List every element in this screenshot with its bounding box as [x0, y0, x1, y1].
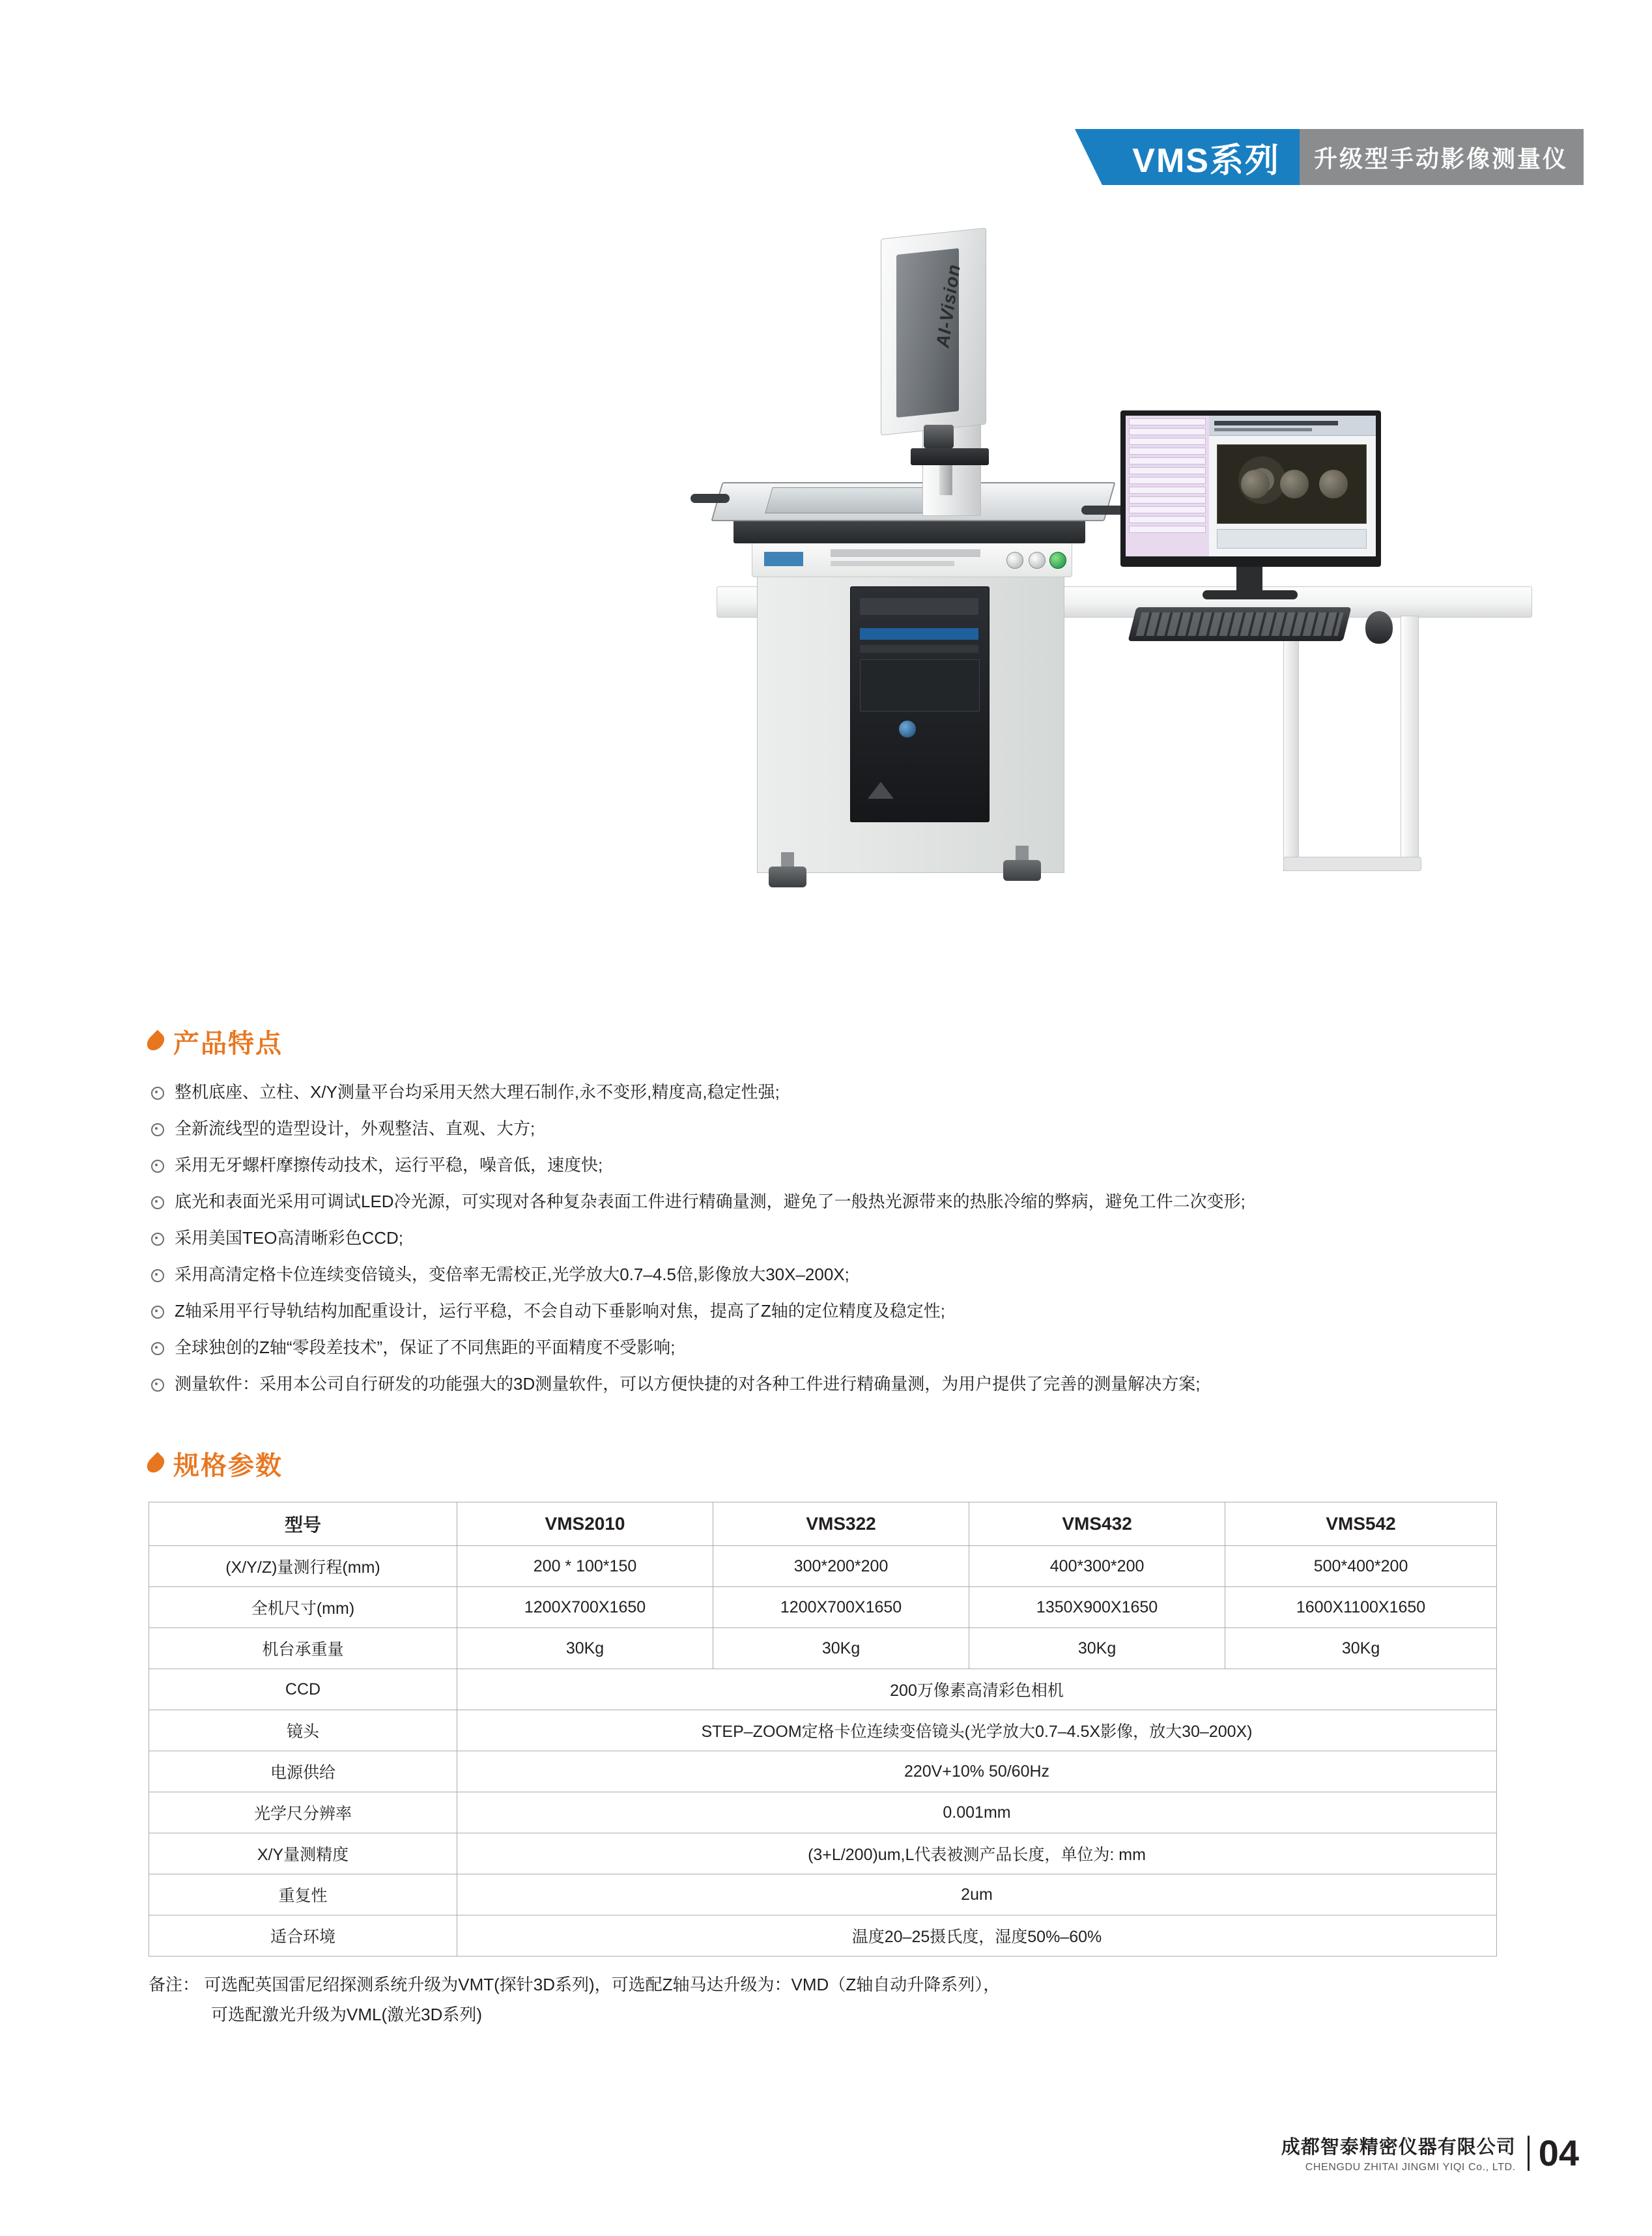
bullet-icon [151, 1342, 164, 1355]
specs-heading-text: 规格参数 [173, 1452, 283, 1480]
table-row [149, 1874, 1497, 1915]
features-heading-text: 产品特点 [173, 1029, 283, 1058]
cell: 30Kg [969, 1628, 1225, 1669]
header-subtitle: 升级型手动影像测量仪 [1300, 129, 1584, 185]
control-panel [752, 541, 1072, 577]
spec-note [149, 1970, 1497, 2029]
cell: 1350X900X1650 [969, 1587, 1225, 1628]
monitor-stand [1203, 590, 1298, 599]
bullet-icon [151, 1087, 164, 1100]
bullet-icon [151, 1123, 164, 1136]
list-item-text: 全球独创的Z轴“零段差技术”，保证了不同焦距的平面精度不受影响; [175, 1338, 676, 1357]
col-header-vms432: VMS432 [969, 1502, 1225, 1546]
panel-brand-logo [764, 552, 803, 566]
col-header-vms542: VMS542 [1225, 1502, 1497, 1546]
software-main-panel [1209, 416, 1376, 556]
list-item [149, 1259, 1246, 1289]
desk-leg-outer [1401, 616, 1419, 871]
product-photo [352, 195, 1309, 964]
table-row [149, 1546, 1497, 1587]
power-button-icon [899, 721, 916, 738]
list-item [149, 1223, 1246, 1253]
list-item [149, 1332, 1246, 1362]
list-item-text: 全新流线型的造型设计，外观整洁、直观、大方; [175, 1119, 535, 1138]
company-block [1281, 2132, 1528, 2173]
cell-merged: 2um [457, 1874, 1497, 1915]
software-status-bar [1217, 529, 1367, 549]
specs-section [149, 1445, 1497, 2029]
company-name-en: CHENGDU ZHITAI JINGMI YIQI Co., LTD. [1305, 2162, 1516, 2173]
company-name-cn: 成都智泰精密仪器有限公司 [1281, 2137, 1516, 2158]
cell: 500*400*200 [1225, 1546, 1497, 1587]
cell-merged: 200万像素高清彩色相机 [457, 1669, 1497, 1710]
footer-divider [1528, 2136, 1530, 2171]
list-item-text: 测量软件：采用本公司自行研发的功能强大的3D测量软件，可以方便快捷的对各种工件进行精确量测，为用户提供了完善的测量解决方案; [175, 1374, 1201, 1394]
table-row [149, 1915, 1497, 1956]
panel-print-strip [831, 549, 980, 557]
row-label: 全机尺寸(mm) [149, 1587, 457, 1628]
list-item [149, 1186, 1246, 1216]
col-header-vms322: VMS322 [713, 1502, 969, 1546]
software-side-panel [1126, 416, 1210, 556]
list-item-text: 底光和表面光采用可调试LED冷光源，可实现对各种复杂表面工件进行精确量测，避免了一般热光源带来的热胀冷缩的弊病，避免工件二次变形; [175, 1192, 1246, 1211]
row-label: 适合环境 [149, 1915, 457, 1956]
list-item-text: Z轴采用平行导轨结构加配重设计，运行平稳，不会自动下垂影响对焦，提高了Z轴的定位精度及稳定性; [175, 1301, 945, 1321]
features-list [149, 1077, 1246, 1399]
header-banner [1102, 129, 1584, 185]
row-label: 光学尺分辨率 [149, 1792, 457, 1833]
series-title: VMS系列 [1102, 129, 1300, 185]
leveling-foot [1003, 860, 1041, 881]
zoom-lens [924, 425, 954, 448]
specs-heading [149, 1445, 1497, 1482]
cell: 300*200*200 [713, 1546, 969, 1587]
table-row [149, 1628, 1497, 1669]
bullet-icon [151, 1160, 164, 1173]
cell-merged: STEP–ZOOM定格卡位连续变倍镜头(光学放大0.7–4.5X影像，放大30–200X) [457, 1710, 1497, 1751]
row-label: 重复性 [149, 1874, 457, 1915]
cell: 30Kg [713, 1628, 969, 1669]
cell-merged: 0.001mm [457, 1792, 1497, 1833]
software-toolbar [1209, 416, 1376, 436]
spec-table [149, 1502, 1497, 1956]
cell-merged: 220V+10% 50/60Hz [457, 1751, 1497, 1792]
desk-foot-bar [1283, 857, 1421, 871]
spec-note-line-2: 可选配激光升级为VML(激光3D系列) [211, 2005, 483, 2024]
tower-blue-strip [860, 628, 978, 640]
panel-knob [1006, 552, 1023, 569]
cell: 30Kg [457, 1628, 713, 1669]
monitor-screen [1126, 416, 1376, 556]
stage-handle-left [691, 494, 730, 503]
table-row [149, 1669, 1497, 1710]
bullet-icon [151, 1196, 164, 1209]
list-item [149, 1077, 1246, 1107]
cell-merged: 温度20–25摄氏度，湿度50%–60% [457, 1915, 1497, 1956]
row-label: 电源供给 [149, 1751, 457, 1792]
list-item-text: 采用高清定格卡位连续变倍镜头，变倍率无需校正,光学放大0.7–4.5倍,影像放大30X–200X; [175, 1265, 849, 1284]
list-item [149, 1113, 1246, 1143]
bullet-icon [151, 1306, 164, 1319]
bullet-icon [151, 1233, 164, 1246]
features-section [149, 1023, 1246, 1405]
list-item-text: 整机底座、立柱、X/Y测量平台均采用天然大理石制作,永不变形,精度高,稳定性强; [175, 1082, 780, 1102]
table-row [149, 1833, 1497, 1874]
machine-brand-label: AI-Vision [932, 263, 964, 349]
row-label: 镜头 [149, 1710, 457, 1751]
row-label: (X/Y/Z)量测行程(mm) [149, 1546, 457, 1587]
table-header-row [149, 1502, 1497, 1546]
bullet-icon [151, 1269, 164, 1282]
list-item [149, 1369, 1246, 1399]
row-label: CCD [149, 1669, 457, 1710]
page-footer [1281, 2132, 1579, 2173]
bullet-icon [151, 1379, 164, 1392]
tower-panel [860, 645, 978, 653]
droplet-icon [144, 1452, 168, 1476]
mouse [1365, 611, 1393, 644]
table-row [149, 1710, 1497, 1751]
cell: 200 * 100*150 [457, 1546, 713, 1587]
col-header-vms2010: VMS2010 [457, 1502, 713, 1546]
list-item [149, 1296, 1246, 1326]
cell-merged: (3+L/200)um,L代表被测产品长度，单位为: mm [457, 1833, 1497, 1874]
cell: 400*300*200 [969, 1546, 1225, 1587]
z-axis-arm [911, 448, 989, 465]
table-row [149, 1587, 1497, 1628]
features-heading [149, 1023, 1246, 1060]
list-item-text: 采用美国TEO高清晰彩色CCD; [175, 1228, 404, 1248]
software-live-image [1217, 444, 1367, 524]
row-label: X/Y量测精度 [149, 1833, 457, 1874]
desk-leg-inner [1283, 616, 1299, 871]
panel-knob [1029, 552, 1046, 569]
leveling-foot [769, 867, 806, 887]
cell: 30Kg [1225, 1628, 1497, 1669]
list-item [149, 1150, 1246, 1180]
table-row [149, 1792, 1497, 1833]
spec-note-line-1: 备注： 可选配英国雷尼绍探测系统升级为VMT(探针3D系列)，可选配Z轴马达升级为：VMD（Z轴自动升降系列）， [149, 1975, 1001, 1994]
panel-power-indicator [1049, 552, 1066, 569]
list-item-text: 采用无牙螺杆摩擦传动技术，运行平稳，噪音低，速度快; [175, 1155, 603, 1175]
cell: 1200X700X1650 [457, 1587, 713, 1628]
cell: 1600X1100X1650 [1225, 1587, 1497, 1628]
monitor-neck [1236, 567, 1262, 593]
page-number: 04 [1538, 2132, 1579, 2173]
tower-drive-bay [860, 598, 978, 615]
keyboard [1128, 607, 1352, 641]
cell: 1200X700X1650 [713, 1587, 969, 1628]
tower-vent [860, 659, 980, 711]
col-header-model: 型号 [149, 1502, 457, 1546]
table-row [149, 1751, 1497, 1792]
panel-print-strip-2 [831, 561, 954, 566]
droplet-icon [144, 1029, 168, 1054]
row-label: 机台承重量 [149, 1628, 457, 1669]
